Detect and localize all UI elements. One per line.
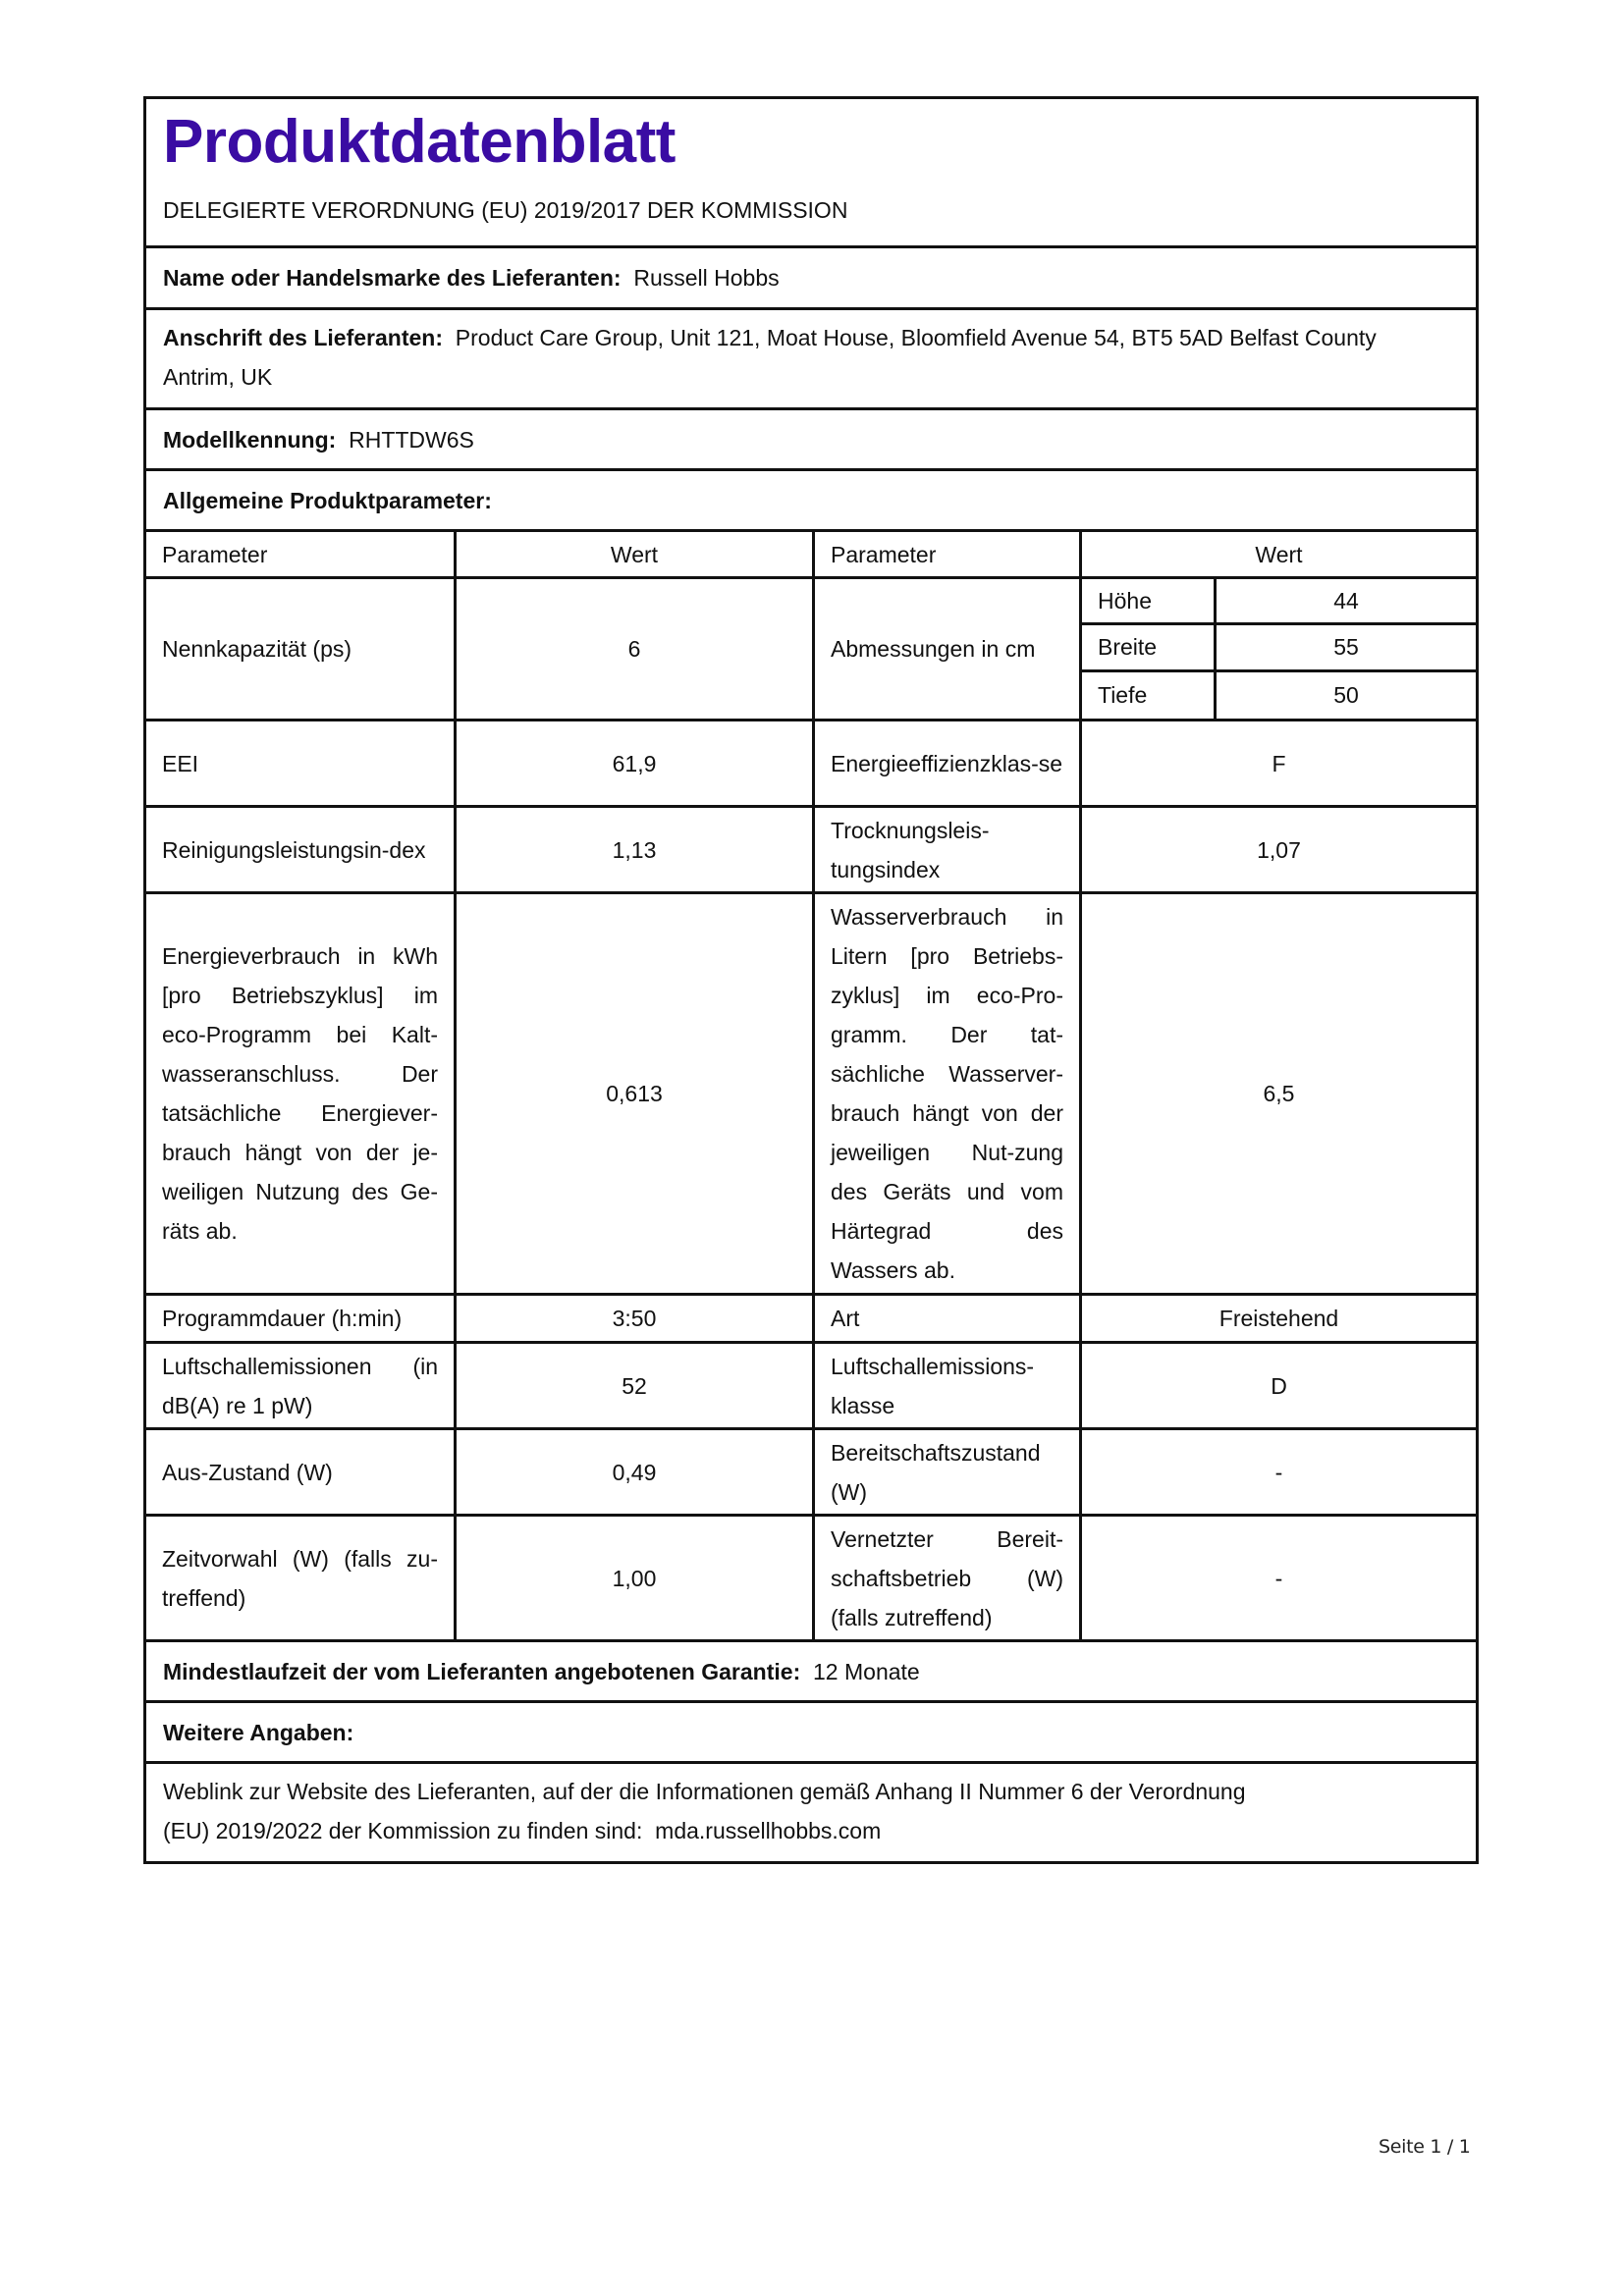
table-row (146, 721, 1476, 808)
param-drying-index: Trocknungsleis-tungsindex (815, 808, 1082, 891)
model-row (146, 410, 1476, 471)
param-dimensions: Abmessungen in cm (815, 579, 1082, 719)
supplier-name-row (146, 248, 1476, 310)
dimension-value: 44 (1333, 588, 1359, 614)
param-off-mode: Aus-Zustand (W) (146, 1430, 457, 1514)
param-energy-consumption-cell (146, 894, 457, 1293)
param-noise-class: Luftschallemissions-klasse (831, 1353, 1035, 1418)
general-params-label: Allgemeine Produktparameter: (163, 488, 492, 513)
header-parameter-2: Parameter (815, 532, 1082, 576)
warranty-label: Mindestlaufzeit der vom Lieferanten angebotenen Garantie: (163, 1659, 801, 1684)
header-value-2: Wert (1255, 541, 1303, 567)
value-type: Freistehend (1218, 1306, 1339, 1331)
table-row (146, 1517, 1476, 1642)
value-eei: 61,9 (457, 721, 815, 805)
param-networked-standby-cell (815, 1517, 1082, 1639)
product-data-sheet (143, 96, 1479, 1864)
value-networked-standby: - (1274, 1565, 1283, 1591)
param-water-consumption-cell (815, 894, 1082, 1293)
param-standby: Bereitschaftszustand (W) (831, 1439, 1041, 1505)
param-noise-emission-cell (146, 1344, 457, 1427)
param-delay-start: Zeitvorwahl (W) (falls zu-treffend) (162, 1545, 438, 1611)
param-type: Art (815, 1296, 1082, 1341)
dimensions-subtable (1082, 579, 1476, 719)
dimension-height (1082, 579, 1476, 625)
param-eei: EEI (146, 721, 457, 805)
value-off-mode: 0,49 (457, 1430, 815, 1514)
param-energy-class: Energieeffizienzklas-se (815, 721, 1082, 805)
weblink-row (146, 1764, 1476, 1861)
dimension-value: 50 (1333, 682, 1359, 709)
param-networked-standby: Vernetzter Bereit-schaftsbetrieb (W) (falls zutreffend) (831, 1525, 1063, 1630)
param-noise-emission: Luftschallemissionen (in dB(A) re 1 pW) (162, 1353, 438, 1418)
supplier-name-value: Russell Hobbs (633, 265, 780, 291)
warranty-value: 12 Monate (813, 1659, 920, 1684)
model-label: Modellkennung: (163, 427, 337, 453)
param-cleaning-index: Reinigungsleistungsin-dex (146, 808, 457, 891)
value-cleaning-index: 1,13 (457, 808, 815, 891)
table-row (146, 1296, 1476, 1344)
regulation-subtitle: DELEGIERTE VERORDNUNG (EU) 2019/2017 DER KOMMISSION (163, 197, 848, 223)
title-section (146, 99, 1476, 248)
supplier-name-label: Name oder Handelsmarke des Lieferanten: (163, 265, 622, 291)
value-energy-consumption: 0,613 (457, 894, 815, 1293)
param-program-duration: Programmdauer (h:min) (146, 1296, 457, 1341)
further-info-label: Weitere Angaben: (163, 1720, 354, 1745)
param-energy-consumption: Energieverbrauch in kWh [pro Betriebszyklus] im eco-Programm bei Kalt-wasseranschluss. Der tatsächliche Energiever-brauch hängt von der je-weiligen Nutzung des Ge-räts ab. (162, 943, 438, 1244)
general-params-row (146, 471, 1476, 532)
table-header-row (146, 532, 1476, 579)
dimension-depth (1082, 672, 1476, 719)
weblink-text-line1: Weblink zur Website des Lieferanten, auf der die Informationen gemäß Anhang II Nummer 6 der Verordnung (163, 1779, 1246, 1804)
value-program-duration: 3:50 (457, 1296, 815, 1341)
table-row (146, 1430, 1476, 1517)
dimension-label: Höhe (1082, 579, 1217, 622)
value-energy-class: F (1272, 750, 1286, 776)
dimension-label: Tiefe (1082, 672, 1217, 719)
value-delay-start: 1,00 (457, 1517, 815, 1639)
param-noise-class-cell (815, 1344, 1082, 1427)
param-rated-capacity: Nennkapazität (ps) (146, 579, 457, 719)
weblink-text-line2: (EU) 2019/2022 der Kommission zu finden sind: (163, 1818, 643, 1843)
supplier-address-row (146, 310, 1476, 410)
table-row (146, 894, 1476, 1296)
table-row (146, 579, 1476, 721)
value-noise-emission: 52 (457, 1344, 815, 1427)
page-title: Produktdatenblatt (163, 108, 676, 176)
param-standby-cell (815, 1430, 1082, 1514)
param-delay-start-cell (146, 1517, 457, 1639)
supplier-address-label: Anschrift des Lieferanten: (163, 325, 443, 350)
dimension-width (1082, 625, 1476, 671)
header-parameter-1: Parameter (146, 532, 457, 576)
dimension-value: 55 (1333, 634, 1359, 661)
value-noise-class: D (1271, 1372, 1287, 1399)
weblink-url[interactable]: mda.russellhobbs.com (655, 1818, 882, 1843)
table-row (146, 808, 1476, 894)
further-info-row (146, 1703, 1476, 1764)
supplier-address-line2: Antrim, UK (163, 364, 273, 390)
value-rated-capacity: 6 (457, 579, 815, 719)
value-water-consumption: 6,5 (1263, 1081, 1295, 1106)
value-drying-index: 1,07 (1257, 836, 1301, 863)
warranty-row (146, 1642, 1476, 1703)
page-number: Seite 1 / 1 (1379, 2136, 1471, 2158)
supplier-address-line1: Product Care Group, Unit 121, Moat House, Bloomfield Avenue 54, BT5 5AD Belfast County (455, 325, 1377, 350)
table-row (146, 1344, 1476, 1430)
param-water-consumption: Wasserverbrauch in Litern [pro Betriebs-zyklus] im eco-Pro-gramm. Der tat-sächliche Wasserver-brauch hängt von der jeweiligen Nut-zung des Geräts und vom Härtegrad des Wassers ab. (831, 904, 1063, 1283)
dimension-label: Breite (1082, 625, 1217, 668)
header-value-1: Wert (457, 532, 815, 576)
model-value: RHTTDW6S (349, 427, 474, 453)
value-standby: - (1274, 1459, 1283, 1485)
